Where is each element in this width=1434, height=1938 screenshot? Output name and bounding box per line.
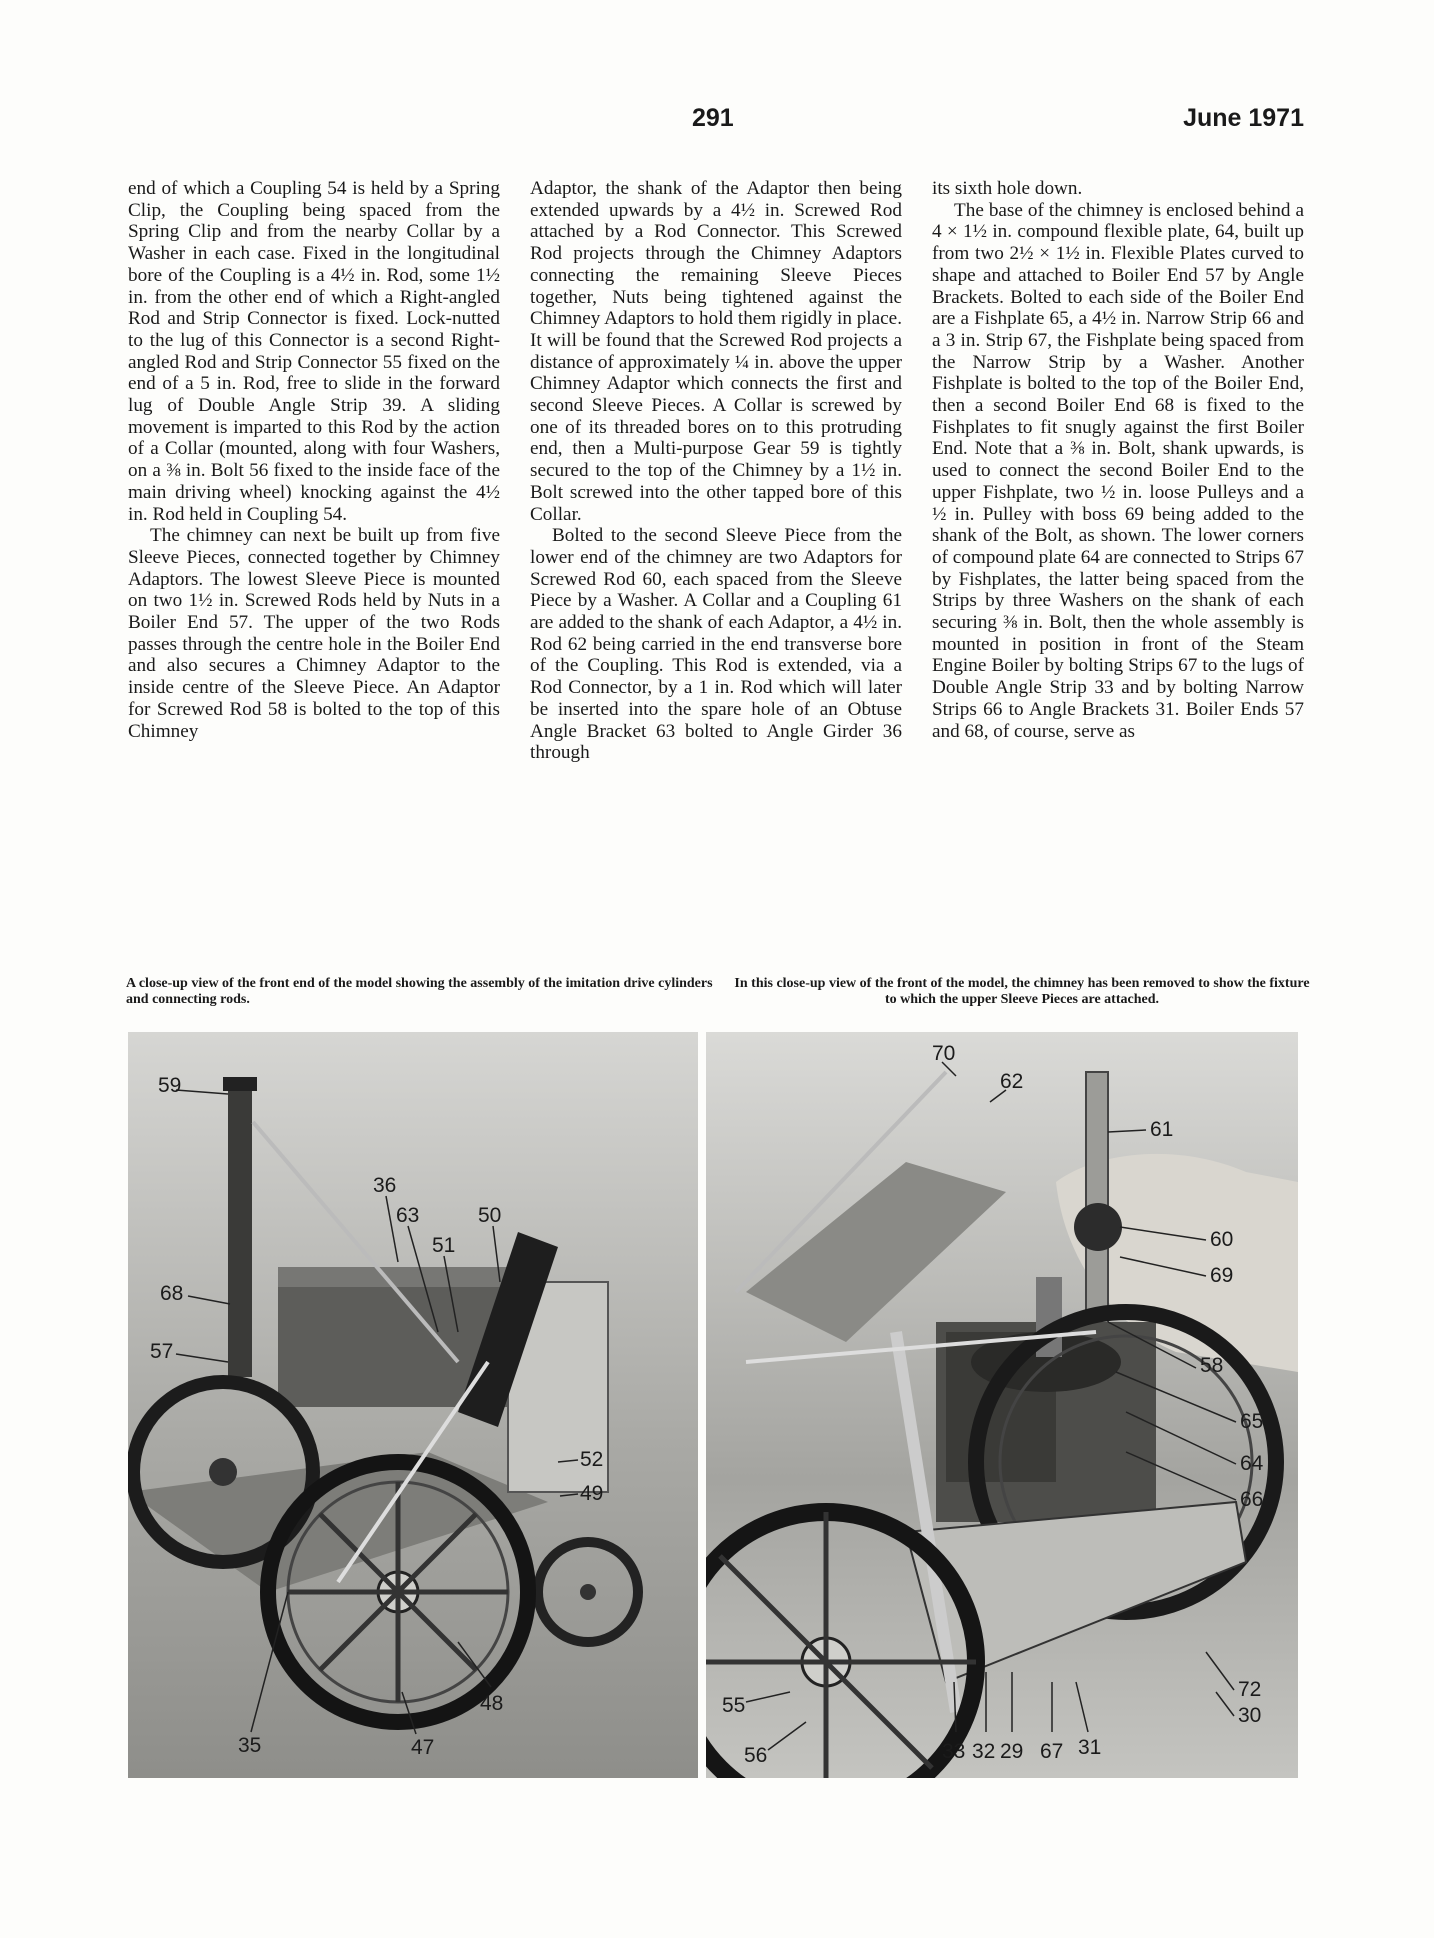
paragraph: The base of the chimney is enclosed behind a 4 × 1½ in. compound flexible plate, 64, built up from two 2½ × 1½ in. Flexible Plates curved to shape and attached to Boiler End 57 by Angle Brackets. Bolted to each side of the Boiler End are a Fishplate 65, a 4½ in. Narrow Strip 66 and a 3 in. Strip 67, the Fishplate being spaced from the Narrow Strip by a Washer. Another Fishplate is bolted to the top of the Boiler End, then a second Boiler End 68 is fixed to the Fishplates to fit snugly against the first Boiler End. Note that a ⅜ in. Bolt, shank upwards, is used to connect the second Boiler End to the upper Fishplate, two ½ in. loose Pulleys and a ½ in. Pulley with boss 69 being added to the shank of the Bolt, as shown. The lower corners of compound plate 64 are connected to Strips 67 by Fishplates, the latter being spaced from the Strips by three Washers on the shank of each securing ⅜ in. Bolt, then the whole assembly is mounted in position in front of the Steam Engine Boiler by bolting Strips 67 to the lugs of Double Angle Strip 33 and by bolting Narrow Strips 66 to Angle Brackets 31. Boiler Ends 57 and 68, of course, serve as <box>932 199 1304 742</box>
callout-label: 57 <box>150 1340 174 1363</box>
callout-label: 64 <box>1240 1452 1264 1475</box>
callout-label: 72 <box>1238 1678 1262 1701</box>
callout-label: 70 <box>932 1042 956 1065</box>
paragraph: Bolted to the second Sleeve Piece from the lower end of the chimney are two Adaptors for Screwed Rod 60, each spaced from the Sleeve Piece by a Washer. A Collar and a Coupling 61 are added to the shank of each Adaptor, a 4½ in. Rod 62 being carried in the end transverse bore of the Coupling. This Rod is extended, via a Rod Connector, by a 1 in. Rod which will later be inserted into the spare hole of an Obtuse Angle Bracket 63 bolted to Angle Girder 36 through <box>530 525 902 764</box>
callout-label: 32 <box>972 1740 996 1763</box>
callout-label: 29 <box>1000 1740 1024 1763</box>
caption-right: In this close-up view of the front of the model, the chimney has been removed to show the fixture to which the upper Sleeve Pieces are attached. <box>734 976 1310 1007</box>
callout-label: 63 <box>396 1204 420 1227</box>
text-column-2 <box>530 178 902 764</box>
callout-label: 56 <box>744 1744 768 1767</box>
page-number: 291 <box>692 104 734 132</box>
callout-label: 67 <box>1040 1740 1064 1763</box>
figure-captions <box>120 976 1310 1020</box>
photo-front-without-chimney <box>706 1032 1298 1778</box>
paragraph: its sixth hole down. <box>932 178 1083 199</box>
callout-label: 68 <box>160 1282 184 1305</box>
article-body <box>128 178 1304 960</box>
paragraph: The chimney can next be built up from five Sleeve Pieces, connected together by Chimney Adaptors. The lowest Sleeve Piece is mounted on two 1½ in. Screwed Rods held by Nuts in a Boiler End 57. The upper of the two Rods passes through the centre hole in the Boiler End and also secures a Chimney Adaptor to the inside centre of the Sleeve Piece. An Adaptor for Screwed Rod 58 is bolted to the top of this Chimney <box>128 525 500 742</box>
callout-label: 35 <box>238 1734 262 1757</box>
callout-label: 55 <box>722 1694 746 1717</box>
photo-front-without-chimney-illustration <box>706 1032 1298 1778</box>
callout-label: 65 <box>1240 1410 1264 1433</box>
callout-label: 62 <box>1000 1070 1024 1093</box>
callout-label: 59 <box>158 1074 182 1097</box>
issue-date: June 1971 <box>1183 104 1304 132</box>
callout-label: 49 <box>580 1482 604 1505</box>
callout-label: 30 <box>1238 1704 1262 1727</box>
callout-label: 52 <box>580 1448 604 1471</box>
callout-label: 50 <box>478 1204 502 1227</box>
text-column-1 <box>128 178 500 742</box>
callout-label: 33 <box>942 1740 966 1763</box>
callout-label: 69 <box>1210 1264 1234 1287</box>
callout-label: 66 <box>1240 1488 1264 1511</box>
callout-label: 60 <box>1210 1228 1234 1251</box>
callout-label: 51 <box>432 1234 456 1257</box>
text-column-3 <box>932 178 1304 742</box>
caption-left: A close-up view of the front end of the model showing the assembly of the imitation drive cylinders and connecting rods. <box>126 976 713 1007</box>
paragraph: Adaptor, the shank of the Adaptor then being extended upwards by a 4½ in. Screwed Rod attached by a Rod Connector. This Screwed Rod projects through the Chimney Adaptors connecting the remaining Sleeve Pieces together, Nuts being tightened against the Chimney Adaptors to hold them rigidly in place. It will be found that the Screwed Rod projects a distance of approximately ¼ in. above the upper Chimney Adaptor which connects the first and second Sleeve Pieces. A Collar is screwed by one of its threaded bores on to this protruding end, then a Multi-purpose Gear 59 is tightly secured to the top of the Chimney by a 1½ in. Bolt screwed into the other tapped bore of this Collar. <box>530 178 902 525</box>
photo-front-end <box>128 1032 698 1778</box>
callout-label: 47 <box>411 1736 435 1759</box>
paragraph: end of which a Coupling 54 is held by a Spring Clip, the Coupling being spaced from the Spring Clip and from the nearby Collar by a Washer in each case. Fixed in the longitudinal bore of the Coupling is a 4½ in. Rod, some 1½ in. from the other end of which a Right-angled Rod and Strip Connector is fixed. Lock-nutted to the lug of this Connector is a second Right-angled Rod and Strip Connector 55 fixed on the end of a 5 in. Rod, free to slide in the forward lug of Double Angle Strip 39. A sliding movement is imparted to this Rod by the action of a Collar (mounted, along with four Washers, on a ⅜ in. Bolt 56 fixed to the inside face of the main driving wheel) knocking against the 4½ in. Rod held in Coupling 54. <box>128 178 500 525</box>
callout-label: 58 <box>1200 1354 1224 1377</box>
callout-label: 31 <box>1078 1736 1102 1759</box>
callout-label: 61 <box>1150 1118 1174 1141</box>
callout-label: 48 <box>480 1692 504 1715</box>
callout-label: 36 <box>373 1174 397 1197</box>
photo-front-end-illustration <box>128 1032 698 1778</box>
page-header <box>128 100 1304 140</box>
